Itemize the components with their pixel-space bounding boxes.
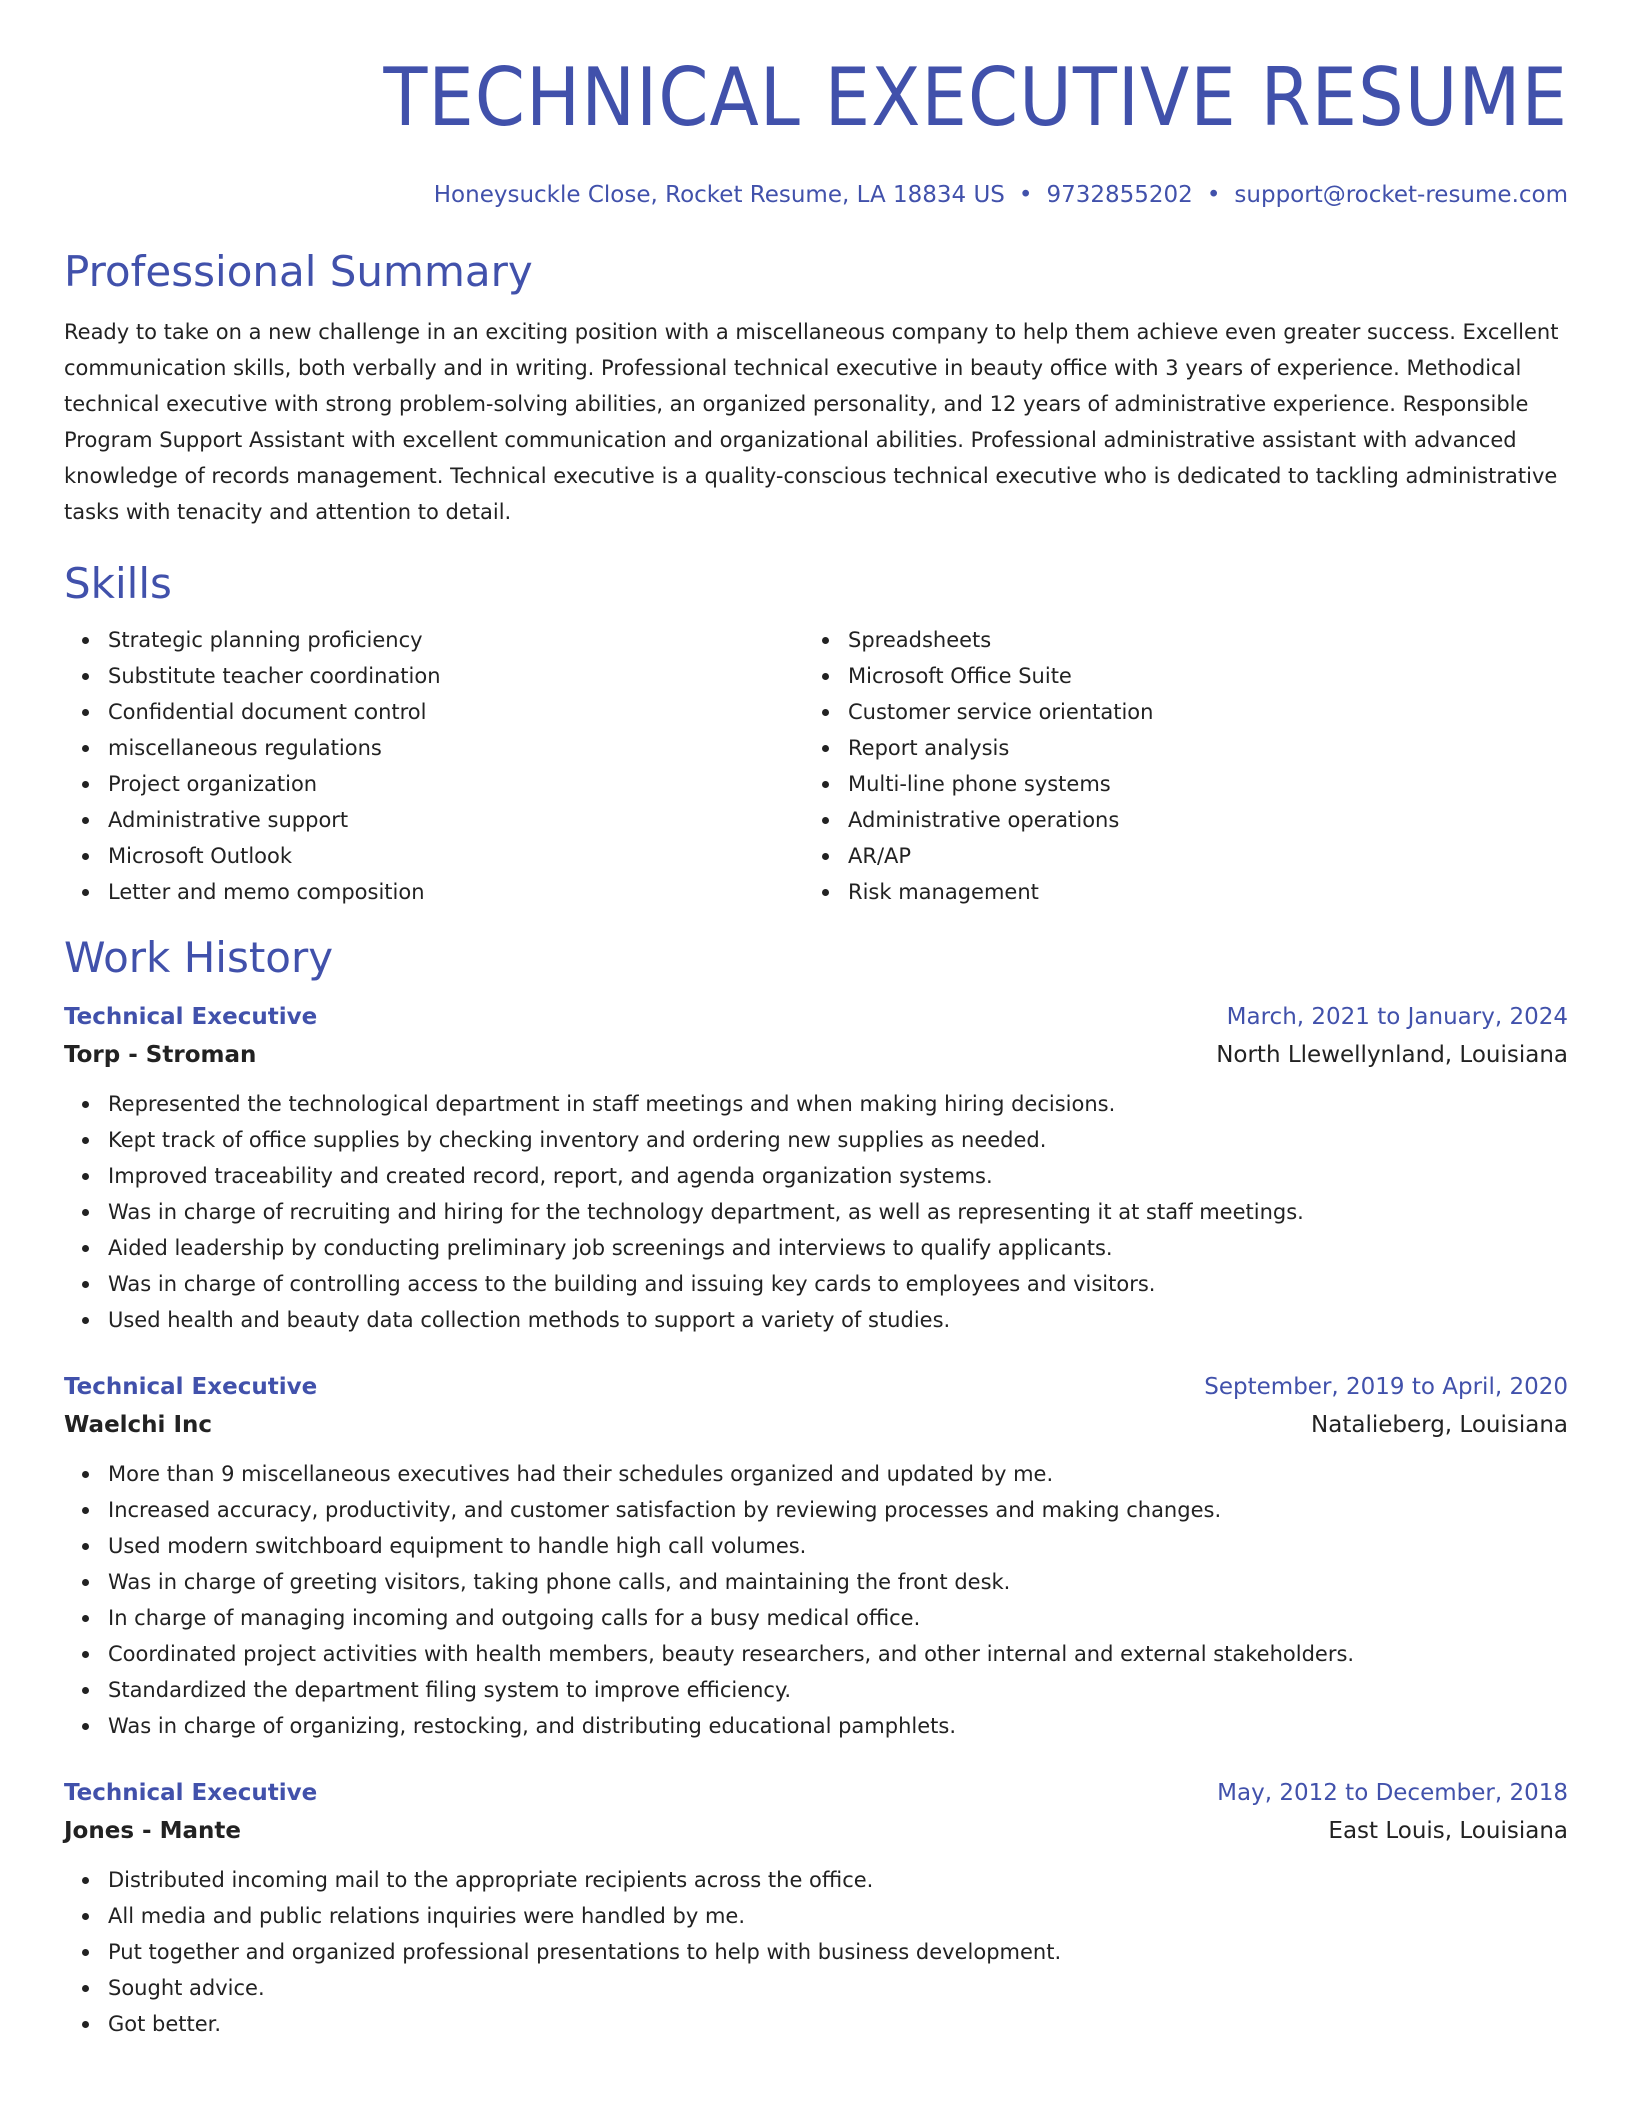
job-location: North Llewellynland, Louisiana	[1216, 1042, 1568, 1068]
job-company: Waelchi Inc	[64, 1412, 213, 1438]
job-header-row	[64, 1774, 1568, 1812]
contact-line	[64, 180, 1568, 210]
skills-columns	[64, 622, 1568, 910]
skill-item: Multi-line phone systems	[804, 766, 1544, 802]
section-title-skills: Skills	[64, 559, 172, 608]
resume-name: TECHNICAL EXECUTIVE RESUME	[383, 51, 1568, 144]
job-duty-item: Standardized the department filing system to improve efficiency.	[64, 1672, 1568, 1708]
contact-separator: •	[1206, 182, 1221, 208]
job-company: Jones - Mante	[64, 1818, 241, 1844]
skills-list-right	[804, 622, 1544, 910]
job-duties-list	[64, 1456, 1568, 1744]
job-duty-item: Got better.	[64, 2006, 1568, 2042]
job-duty-item: In charge of managing incoming and outgoing calls for a busy medical office.	[64, 1600, 1568, 1636]
job-title: Technical Executive	[64, 1780, 318, 1806]
skills-column-right	[804, 622, 1544, 910]
job-duty-item: All media and public relations inquiries were handled by me.	[64, 1898, 1568, 1934]
job-duty-item: Sought advice.	[64, 1970, 1568, 2006]
job-company: Torp - Stroman	[64, 1042, 257, 1068]
job-location: Natalieberg, Louisiana	[1311, 1412, 1568, 1438]
skills-list-left	[64, 622, 804, 910]
skill-item: Report analysis	[804, 730, 1544, 766]
job-dates: March, 2021 to January, 2024	[1226, 1004, 1568, 1030]
skill-item: Administrative operations	[804, 802, 1544, 838]
skill-item: Substitute teacher coordination	[64, 658, 804, 694]
skill-item: AR/AP	[804, 838, 1544, 874]
job-title: Technical Executive	[64, 1374, 318, 1400]
job-duty-item: Kept track of office supplies by checking inventory and ordering new supplies as needed.	[64, 1122, 1568, 1158]
job-duty-item: Distributed incoming mail to the appropriate recipients across the office.	[64, 1862, 1568, 1898]
job-header-row	[64, 1368, 1568, 1406]
skill-item: Microsoft Office Suite	[804, 658, 1544, 694]
job-company-row	[64, 1406, 1568, 1444]
skill-item: Administrative support	[64, 802, 804, 838]
job-duty-item: More than 9 miscellaneous executives had their schedules organized and updated by me.	[64, 1456, 1568, 1492]
job-duty-item: Used modern switchboard equipment to handle high call volumes.	[64, 1528, 1568, 1564]
contact-separator: •	[1018, 182, 1033, 208]
summary-text: Ready to take on a new challenge in an exciting position with a miscellaneous company to help them achieve even greater success. Excellent communication skills, both verbally and in writing. Professional technical executive in beauty office with 3 years of experience. Methodical technical executive with strong problem-solving abilities, an organized personality, and 12 years of administrative experience. Responsible Program Support Assistant with excellent communication and organizational abilities. Professional administrative assistant with advanced knowledge of records management. Technical executive is a quality-conscious technical executive who is dedicated to tackling administrative tasks with tenacity and attention to detail.	[64, 320, 1559, 524]
job-duty-item: Increased accuracy, productivity, and customer satisfaction by reviewing processes and making changes.	[64, 1492, 1568, 1528]
job-duty-item: Was in charge of organizing, restocking, and distributing educational pamphlets.	[64, 1708, 1568, 1744]
contact-phone: 9732855202	[1046, 182, 1193, 208]
job-company-row	[64, 1036, 1568, 1074]
job-duty-item: Aided leadership by conducting preliminary job screenings and interviews to qualify applicants.	[64, 1230, 1568, 1266]
job-entry	[64, 998, 1568, 1338]
skill-item: Confidential document control	[64, 694, 804, 730]
skills-column-left	[64, 622, 804, 910]
section-title-work-history: Work History	[64, 933, 334, 982]
job-duty-item: Coordinated project activities with health members, beauty researchers, and other internal and external stakeholders.	[64, 1636, 1568, 1672]
skill-item: Microsoft Outlook	[64, 838, 804, 874]
job-duty-item: Was in charge of recruiting and hiring for the technology department, as well as representing it at staff meetings.	[64, 1194, 1568, 1230]
job-duty-item: Was in charge of controlling access to the building and issuing key cards to employees and visitors.	[64, 1266, 1568, 1302]
skill-item: Spreadsheets	[804, 622, 1544, 658]
contact-email: support@rocket-resume.com	[1234, 182, 1568, 208]
job-entry	[64, 1368, 1568, 1744]
skill-item: miscellaneous regulations	[64, 730, 804, 766]
job-title: Technical Executive	[64, 1004, 318, 1030]
skill-item: Risk management	[804, 874, 1544, 910]
job-entry	[64, 1774, 1568, 2042]
job-dates: September, 2019 to April, 2020	[1204, 1374, 1568, 1400]
job-duty-item: Improved traceability and created record, report, and agenda organization systems.	[64, 1158, 1568, 1194]
job-duties-list	[64, 1862, 1568, 2042]
job-duty-item: Represented the technological department in staff meetings and when making hiring decisions.	[64, 1086, 1568, 1122]
skill-item: Customer service orientation	[804, 694, 1544, 730]
skill-item: Letter and memo composition	[64, 874, 804, 910]
section-title-summary: Professional Summary	[64, 247, 533, 296]
job-duty-item: Was in charge of greeting visitors, taking phone calls, and maintaining the front desk.	[64, 1564, 1568, 1600]
job-duty-item: Put together and organized professional presentations to help with business development.	[64, 1934, 1568, 1970]
contact-address: Honeysuckle Close, Rocket Resume, LA 18834 US	[433, 182, 1005, 208]
job-company-row	[64, 1812, 1568, 1850]
job-duty-item: Used health and beauty data collection methods to support a variety of studies.	[64, 1302, 1568, 1338]
skill-item: Strategic planning proficiency	[64, 622, 804, 658]
job-dates: May, 2012 to December, 2018	[1217, 1780, 1568, 1806]
job-header-row	[64, 998, 1568, 1036]
job-location: East Louis, Louisiana	[1328, 1818, 1568, 1844]
skill-item: Project organization	[64, 766, 804, 802]
job-duties-list	[64, 1086, 1568, 1338]
